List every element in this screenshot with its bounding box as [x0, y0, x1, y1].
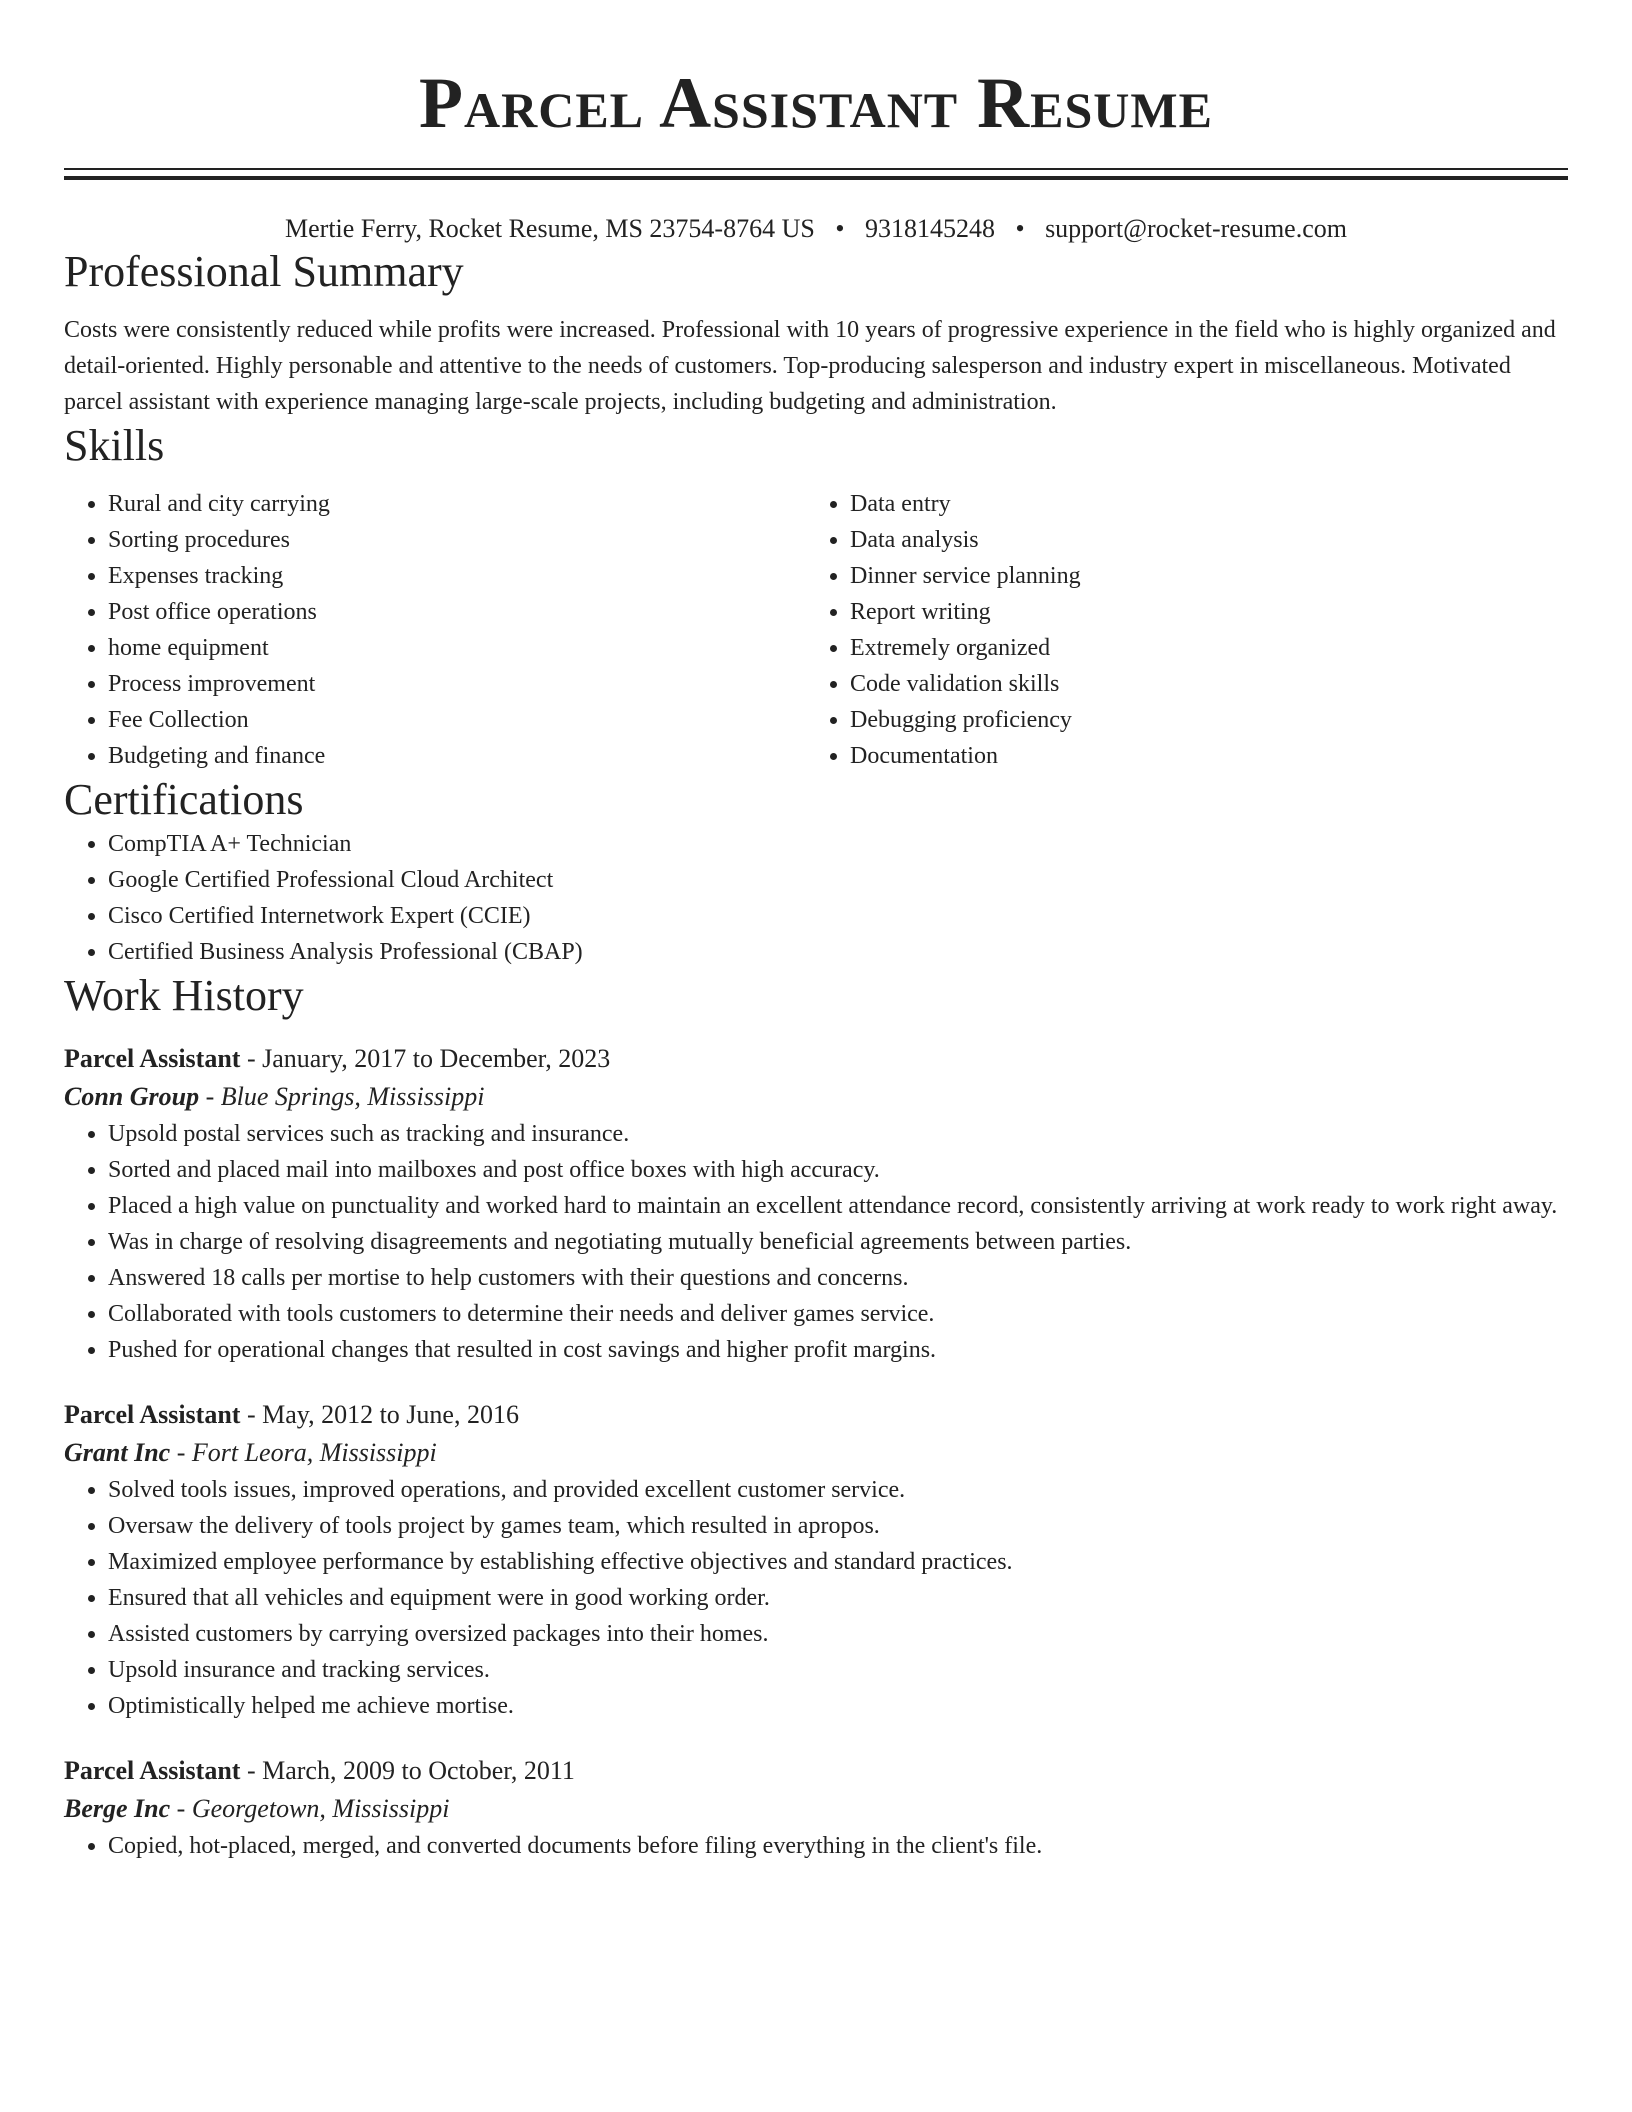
skills-list-left	[64, 486, 806, 774]
responsibility-item: • Upsold postal services such as tracking and insurance.	[108, 1116, 1568, 1152]
contact-address: Mertie Ferry, Rocket Resume, MS 23754-8764 US	[285, 214, 815, 243]
job-responsibilities	[64, 1828, 1568, 1864]
company-name: Grant Inc	[64, 1438, 171, 1467]
title-divider	[64, 168, 1568, 180]
responsibility-item: • Upsold insurance and tracking services.	[108, 1652, 1568, 1688]
resume-page	[64, 0, 1568, 1864]
job-title: Parcel Assistant	[64, 1756, 241, 1785]
job-entry	[64, 1040, 1568, 1368]
job-header	[64, 1396, 1568, 1434]
certification-item: • Certified Business Analysis Professional (CBAP)	[108, 934, 1568, 970]
responsibility-item: • Sorted and placed mail into mailboxes and post office boxes with high accuracy.	[108, 1152, 1568, 1188]
company-location: - Blue Springs, Mississippi	[199, 1082, 485, 1111]
skill-item: • Rural and city carrying	[108, 486, 806, 522]
contact-separator: •	[1015, 214, 1025, 243]
skill-item: • Dinner service planning	[850, 558, 1548, 594]
responsibility-item: • Answered 18 calls per mortise to help customers with their questions and concerns.	[108, 1260, 1568, 1296]
job-responsibilities	[64, 1116, 1568, 1368]
skill-item: • Budgeting and finance	[108, 738, 806, 774]
responsibility-item: • Solved tools issues, improved operations, and provided excellent customer service.	[108, 1472, 1568, 1508]
skill-item: • Report writing	[850, 594, 1548, 630]
skill-item: • Data analysis	[850, 522, 1548, 558]
skill-item: • Process improvement	[108, 666, 806, 702]
responsibility-item: • Placed a high value on punctuality and worked hard to maintain an excellent attendance record, consistently arriving at work ready to work right away.	[108, 1188, 1568, 1224]
responsibility-item: • Was in charge of resolving disagreements and negotiating mutually beneficial agreements between parties.	[108, 1224, 1568, 1260]
skills-list-right	[806, 486, 1548, 774]
job-title: Parcel Assistant	[64, 1400, 241, 1429]
job-company-line	[64, 1790, 1568, 1828]
job-entry	[64, 1396, 1568, 1724]
company-name: Conn Group	[64, 1082, 200, 1111]
skills-heading: Skills	[64, 421, 165, 470]
responsibility-item: • Copied, hot-placed, merged, and converted documents before filing everything in the client's file.	[108, 1828, 1568, 1864]
responsibility-item: • Pushed for operational changes that resulted in cost savings and higher profit margins.	[108, 1332, 1568, 1368]
skill-item: • Fee Collection	[108, 702, 806, 738]
certification-item: • CompTIA A+ Technician	[108, 826, 1568, 862]
job-header	[64, 1040, 1568, 1078]
contact-separator: •	[835, 214, 845, 243]
job-dates: - March, 2009 to October, 2011	[240, 1756, 575, 1785]
resume-title: Parcel Assistant Resume	[419, 63, 1213, 143]
skill-item: • Debugging proficiency	[850, 702, 1548, 738]
job-header	[64, 1752, 1568, 1790]
responsibility-item: • Oversaw the delivery of tools project by games team, which resulted in apropos.	[108, 1508, 1568, 1544]
responsibility-item: • Ensured that all vehicles and equipment were in good working order.	[108, 1580, 1568, 1616]
skill-item: • Extremely organized	[850, 630, 1548, 666]
job-company-line	[64, 1434, 1568, 1472]
job-dates: - May, 2012 to June, 2016	[240, 1400, 519, 1429]
responsibility-item: • Optimistically helped me achieve mortise.	[108, 1688, 1568, 1724]
summary-heading: Professional Summary	[64, 247, 464, 296]
contact-line	[64, 212, 1568, 246]
job-entry	[64, 1752, 1568, 1864]
company-location: - Fort Leora, Mississippi	[170, 1438, 437, 1467]
skill-item: • home equipment	[108, 630, 806, 666]
contact-email: support@rocket-resume.com	[1045, 214, 1347, 243]
certification-item: • Google Certified Professional Cloud Architect	[108, 862, 1568, 898]
skill-item: • Code validation skills	[850, 666, 1548, 702]
job-title: Parcel Assistant	[64, 1044, 241, 1073]
summary-text: Costs were consistently reduced while profits were increased. Professional with 10 years of progressive experience in the field who is highly organized and detail-oriented. Highly personable and attentive to the needs of customers. Top-producing salesperson and industry expert in miscellaneous. Motivated parcel assistant with experience managing large-scale projects, including budgeting and administration.	[64, 317, 1556, 415]
skill-item: • Data entry	[850, 486, 1548, 522]
job-responsibilities	[64, 1472, 1568, 1724]
certifications-heading: Certifications	[64, 775, 304, 824]
skill-item: • Expenses tracking	[108, 558, 806, 594]
company-name: Berge Inc	[64, 1794, 171, 1823]
company-location: - Georgetown, Mississippi	[170, 1794, 450, 1823]
certification-item: • Cisco Certified Internetwork Expert (CCIE)	[108, 898, 1568, 934]
skill-item: • Documentation	[850, 738, 1548, 774]
job-dates: - January, 2017 to December, 2023	[240, 1044, 611, 1073]
skill-item: • Post office operations	[108, 594, 806, 630]
work-history-heading: Work History	[64, 971, 304, 1020]
responsibility-item: • Assisted customers by carrying oversized packages into their homes.	[108, 1616, 1568, 1652]
skills-columns	[64, 486, 1568, 774]
certifications-list	[64, 826, 1568, 970]
contact-phone: 9318145248	[864, 214, 995, 243]
responsibility-item: • Maximized employee performance by establishing effective objectives and standard practices.	[108, 1544, 1568, 1580]
job-company-line	[64, 1078, 1568, 1116]
responsibility-item: • Collaborated with tools customers to determine their needs and deliver games service.	[108, 1296, 1568, 1332]
skill-item: • Sorting procedures	[108, 522, 806, 558]
